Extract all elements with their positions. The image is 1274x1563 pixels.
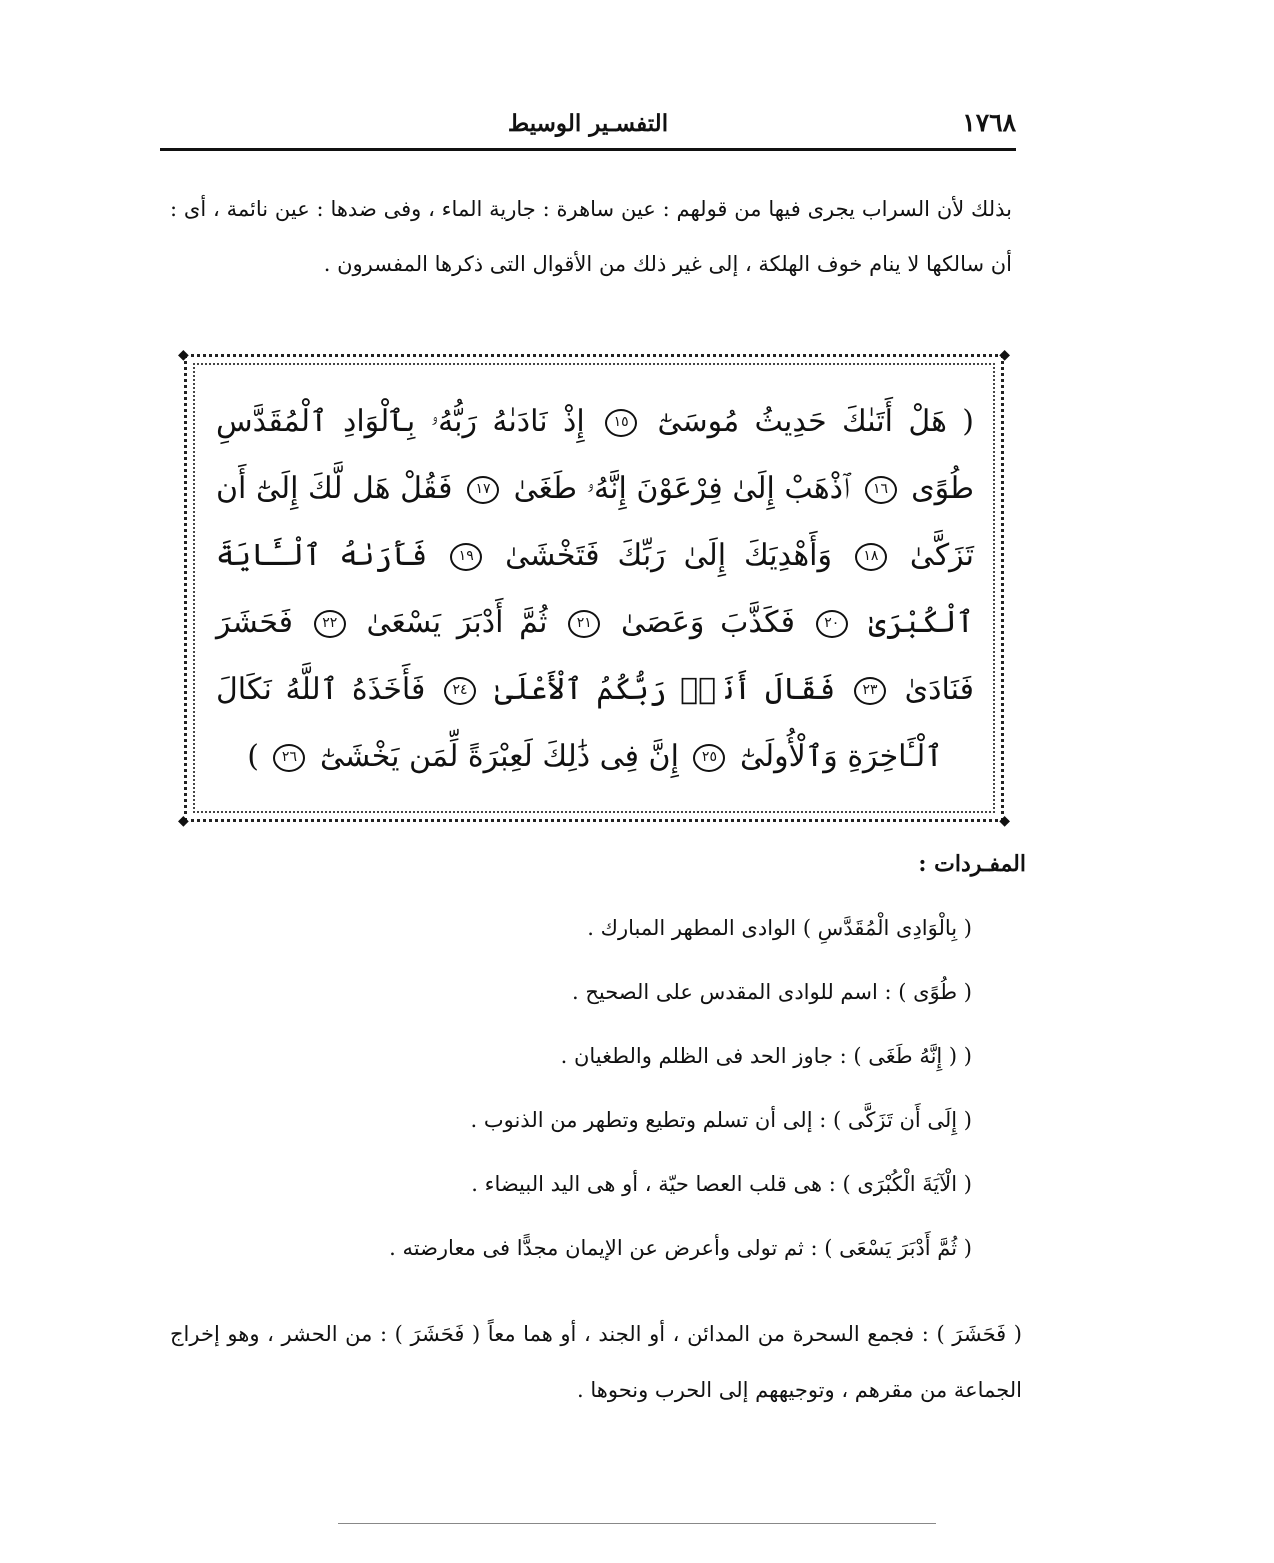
- footer-rule: [338, 1523, 936, 1524]
- vocab-definition: : هى قلب العصا حيّة ، أو هى اليد البيضاء .: [471, 1172, 836, 1196]
- verse-text: ثُمَّ أَدْبَرَ يَسْعَىٰ: [350, 605, 548, 640]
- quran-passage: [216, 388, 974, 790]
- closing-parenthesis: ): [247, 739, 269, 774]
- vocab-definition: الوادى المطهر المبارك .: [587, 916, 797, 940]
- corner-ornament-icon: ◆: [999, 813, 1010, 829]
- corner-ornament-icon: ◆: [999, 347, 1010, 363]
- verse-text: وَأَهْدِيَكَ إِلَىٰ رَبِّكَ فَتَخْشَىٰ: [487, 538, 832, 573]
- vocab-item: [170, 906, 972, 970]
- verse-text: فَأَرَىٰهُ ٱلْـَٔايَةَ ٱلْكُبْرَىٰ: [216, 538, 974, 640]
- vocab-definition: : اسم للوادى المقدس على الصحيح .: [571, 980, 892, 1004]
- section-heading-vocabulary: المفـردات :: [918, 851, 1026, 877]
- verse-number-marker: ١٧: [467, 476, 499, 504]
- running-title: التفسـير الوسيط: [507, 110, 669, 137]
- verse-number-marker: ٢١: [568, 610, 600, 638]
- verse-text: إِنَّ فِى ذَٰلِكَ لَعِبْرَةً لِّمَن يَخْشَىٰٓ: [310, 739, 679, 774]
- vocab-term: ( الْآيَةَ الْكُبْرَى ): [842, 1172, 972, 1196]
- verse-number-marker: ٢٦: [273, 744, 305, 772]
- verse-number-marker: ١٦: [865, 476, 897, 504]
- vocab-term: ( طُوًى ): [898, 980, 972, 1004]
- vocab-definition: : إلى أن تسلم وتطيع وتطهر من الذنوب .: [470, 1108, 827, 1132]
- vocab-term: ( ثُمَّ أَدْبَرَ يَسْعَى ): [824, 1236, 972, 1260]
- vocab-item: [170, 970, 972, 1034]
- vocab-item: [170, 1098, 972, 1162]
- vocab-final-paragraph: ( فَحَشَرَ ) : فجمع السحرة من المدائن ، أو الجند ، أو هما معاً ( فَحَشَرَ ) : من الحشر ، وهو إخراج الجماعة من مقرهم ، وتوجيههم إلى الحرب ونحوها .: [170, 1322, 1022, 1402]
- verse-text: فَقُلْ هَل لَّكَ إِلَىٰٓ أَن تَزَكَّىٰ: [216, 471, 975, 573]
- corner-ornament-icon: ◆: [178, 347, 189, 363]
- page-header: [160, 108, 1016, 148]
- verse-text: فَكَذَّبَ وَعَصَىٰ: [605, 605, 796, 640]
- vocab-item: [170, 1034, 972, 1098]
- verse-number-marker: ٢٥: [693, 744, 725, 772]
- vocab-item: [170, 1226, 972, 1290]
- page-number: ١٧٦٨: [962, 108, 1016, 137]
- verse-text: فَقَالَ أَنَا۠ رَبُّكُمُ ٱلْأَعْلَىٰ: [481, 672, 836, 707]
- vocabulary-list: [170, 906, 972, 1290]
- verse-number-marker: ٢٢: [314, 610, 346, 638]
- verse-number-marker: ١٨: [855, 543, 887, 571]
- verse-number-marker: ١٥: [605, 409, 637, 437]
- verse-text: إِذْ نَادَىٰهُ رَبُّهُۥ بِٱلْوَادِ ٱلْمُقَدَّسِ طُوًى: [216, 404, 974, 506]
- verse-number-marker: ٢٣: [854, 677, 886, 705]
- verse-text: فَحَشَرَ فَنَادَىٰ: [216, 605, 974, 707]
- intro-paragraph: بذلك لأن السراب يجرى فيها من قولهم : عين ساهرة : جارية الماء ، وفى ضدها : عين نائمة ، أى : أن سالكها لا ينام خوف الهلكة ، إلى غير ذلك من الأقوال التى ذكرها المفسرون .: [170, 197, 1012, 276]
- verse-text: فَأَخَذَهُ ٱللَّهُ نَكَالَ ٱلْـَٔاخِرَةِ وَٱلْأُولَىٰٓ: [216, 672, 943, 774]
- vocab-definition: : جاوز الحد فى الظلم والطغيان .: [560, 1044, 847, 1068]
- verse-number-marker: ١٩: [450, 543, 482, 571]
- verse-text: ٱذْهَبْ إِلَىٰ فِرْعَوْنَ إِنَّهُۥ طَغَىٰ: [504, 471, 850, 506]
- verse-number-marker: ٢٠: [816, 610, 848, 638]
- verse-text: ( هَلْ أَتَىٰكَ حَدِيثُ مُوسَىٰٓ: [642, 404, 974, 439]
- vocab-term: ( إِلَى أَن تَزَكَّى ): [832, 1108, 972, 1132]
- verse-number-marker: ٢٤: [444, 677, 476, 705]
- vocab-item: [170, 1162, 972, 1226]
- vocab-definition: : ثم تولى وأعرض عن الإيمان مجدًّا فى معارضته .: [389, 1236, 818, 1260]
- header-rule: [160, 148, 1016, 151]
- corner-ornament-icon: ◆: [178, 813, 189, 829]
- vocab-term: ( ( إِنَّهُ طَغَى ): [853, 1044, 972, 1068]
- vocab-term: ( بِالْوَادِى الْمُقَدَّسِ ): [802, 916, 972, 940]
